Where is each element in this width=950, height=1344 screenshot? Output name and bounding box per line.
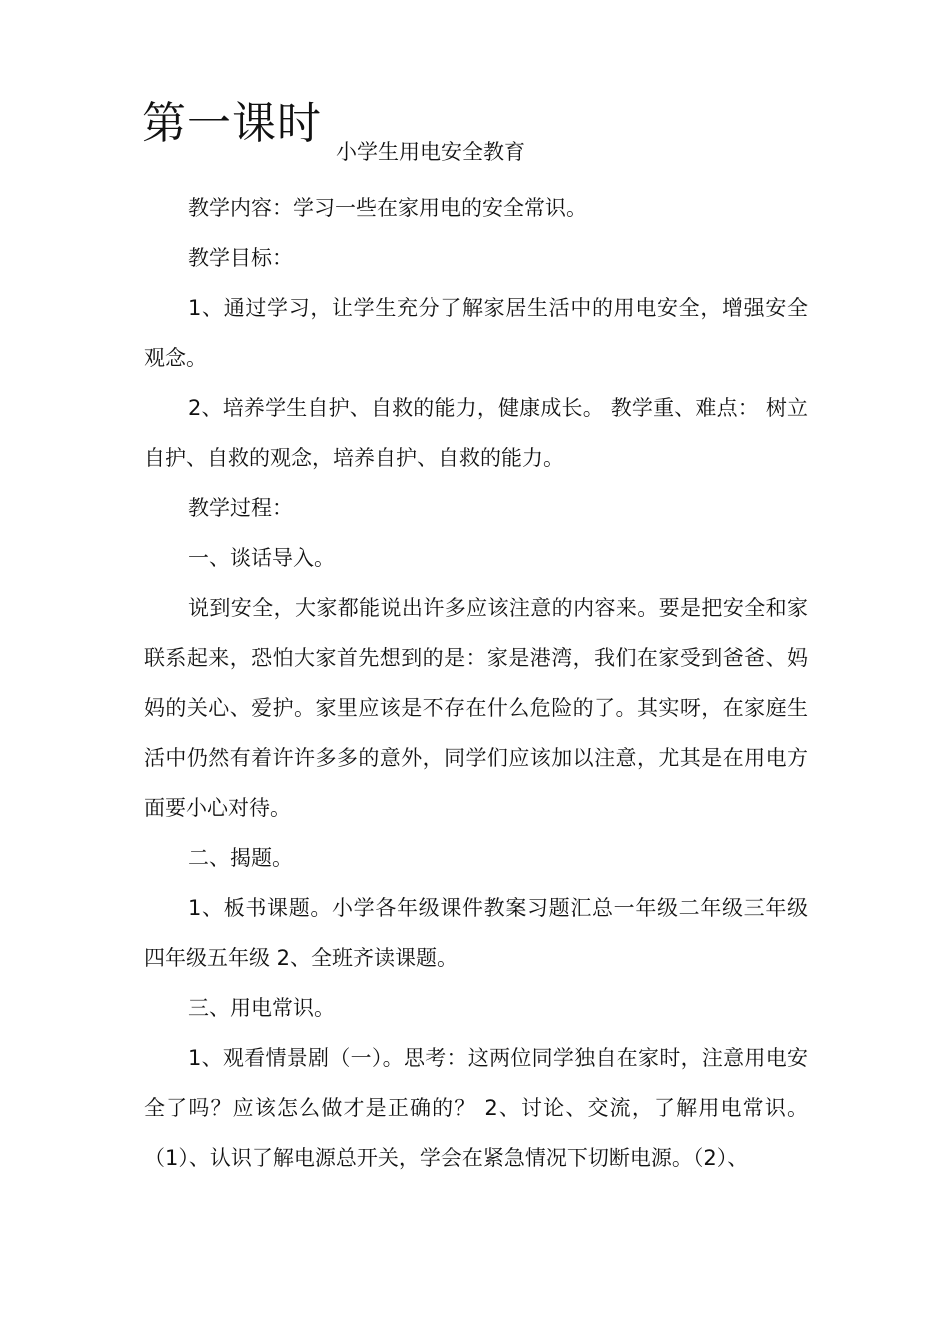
paragraph-process-label: 教学过程： bbox=[188, 496, 293, 520]
paragraph-section-3-title: 三、用电常识。 bbox=[188, 996, 335, 1020]
paragraph-goal-1: 1、通过学习，让学生充分了解家居生活中的用电安全，增强安全观念。 bbox=[144, 296, 808, 370]
paragraph-section-1-body: 说到安全，大家都能说出许多应该注意的内容来。要是把安全和家联系起来，恐怕大家首先想到的是：家是港湾，我们在家受到爸爸、妈妈的关心、爱护。家里应该是不存在什么危险的了。其实呀，在家庭生活中仍然有着许许多多的意外，同学们应该加以注意，尤其是在用电方面要小心对待。 bbox=[144, 596, 808, 820]
paragraph-section-1-title: 一、谈话导入。 bbox=[188, 546, 335, 570]
lesson-subheading: 小学生用电安全教育 bbox=[336, 140, 525, 164]
paragraph-section-2-title: 二、揭题。 bbox=[188, 846, 293, 870]
paragraph-goal-2: 2、培养学生自护、自救的能力，健康成长。 教学重、难点： 树立自护、自救的观念，培养自护、自救的能力。 bbox=[144, 396, 808, 470]
paragraph-teaching-goals-label: 教学目标： bbox=[188, 246, 293, 270]
document-body bbox=[144, 183, 808, 1183]
paragraph-teaching-content: 教学内容：学习一些在家用电的安全常识。 bbox=[188, 196, 587, 220]
lesson-heading: 第一课时 bbox=[142, 98, 322, 149]
paragraph-section-2-body: 1、板书课题。小学各年级课件教案习题汇总一年级二年级三年级四年级五年级 2、全班齐读课题。 bbox=[144, 896, 808, 970]
paragraph-section-3-body: 1、观看情景剧（一）。思考：这两位同学独自在家时，注意用电安全了吗？应该怎么做才是正确的？ 2、讨论、交流，了解用电常识。（1）、认识了解电源总开关，学会在紧急情况下切断电源。（2）、 bbox=[144, 1046, 808, 1170]
